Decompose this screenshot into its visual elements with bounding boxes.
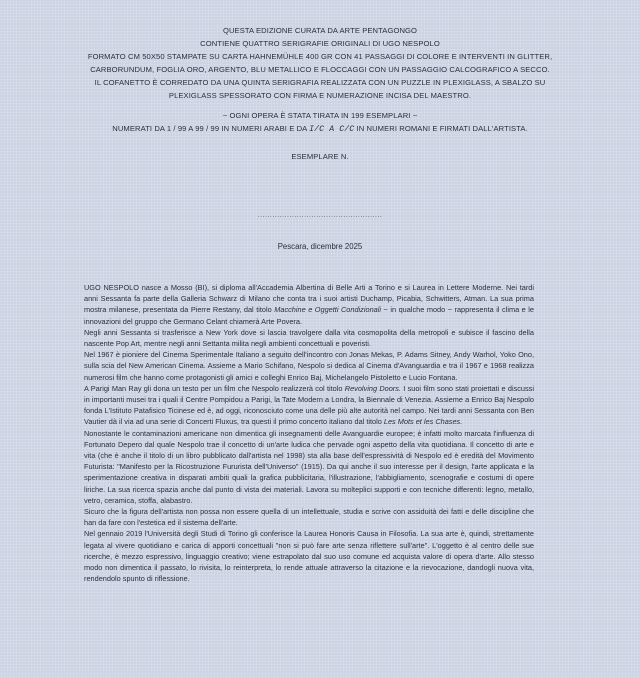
- bio-paragraph: UGO NESPOLO nasce a Mosso (BI), si diploma all'Accademia Albertina di Belle Arti a Torino e si Laurea in Lettere Moderne. Nei tardi anni Sessanta fa parte della Galleria Schwarz di Milano che conta tra i suoi artisti Duchamp, Picabia, Schwitters, Atman. La sua prima mostra milanese, presentata da Pierre Restany, dal titolo Macchine e Oggetti Condizionali ~ in qualche modo ~ rappresenta il clima e le innovazioni del gruppo che Germano Celant chiamerà Arte Povera.: [84, 283, 534, 326]
- colophon-line: IL COFANETTO È CORREDATO DA UNA QUINTA SERIGRAFIA REALIZZATA CON UN PUZZLE IN PLEXIGLASS, A SBALZO SU: [94, 78, 546, 87]
- signature-line: ...................................................: [257, 212, 383, 219]
- bio-paragraph: Nel gennaio 2019 l'Università degli Studi di Torino gli conferisce la Laurea Honoris Causa in Filosofia. La sua arte è, quindi, strettamente legata al vivere quotidiano e carica di apporti concettuali "non si può fare arte senza riflettere sull'arte". L'oggetto è al centro delle sue ricerche, è mezzo espressivo, linguaggio creativo; viene estrapolato dal suo uso comune ed acquista valore di opera d'arte. Allo stesso modo non dimentica il passato, lo rivisita, lo reinterpreta, lo rende attuale attraverso la citazione e la rievocazione, dandogli nuova vita, rendendolo spunto di riflessione.: [84, 529, 534, 584]
- bio-paragraph: Negli anni Sessanta si trasferisce a New York dove si lascia travolgere dalla vita cosmopolita della metropoli e subisce il fascino della nascente Pop Art, mentre negli anni Settanta milita negli ambienti concettuali e poveristi.: [84, 327, 534, 349]
- bio-paragraph: A Parigi Man Ray gli dona un testo per un film che Nespolo realizzerà col titolo Revolving Doors. I suoi film sono stati proiettati e discussi in importanti musei tra i quali il Centre Pompidou a Parigi, la Tate Modern a Londra, la Biennale di Venezia. Assieme a Enrico Baj Nespolo fonda L'Istituto Patafisico Ticinese ed è, ad oggi, riconosciuto come una delle più alte autorità nel campo. Nei tardi anni Sessanta con Ben Vautier dà il via ad una serie di Concerti Fluxus, tra questi il primo concerto italiano dal titolo Les Mots et les Chases.: [84, 383, 534, 427]
- colophon-line: QUESTA EDIZIONE CURATA DA ARTE PENTAGONGO: [222, 26, 418, 35]
- artist-biography: [84, 282, 534, 584]
- bio-paragraph: Sicuro che la figura dell'artista non possa non essere quella di un intellettuale, studia e scrive con assiduità dei fatti e delle discipline che han da fare con l'estetica ed il sistema dell'arte.: [84, 507, 534, 528]
- place-date: Pescara, dicembre 2025: [277, 242, 363, 251]
- bio-paragraph: Nonostante le contaminazioni americane non dimentica gli insegnamenti delle Avanguardie europee; è infatti molto marcata l'influenza di Fortunato Depero dal quale Nespolo trae il concetto di un'arte ludica che pervade ogni aspetto della vita quotidiana. Il concetto di arte e vita (che è anche il titolo di un libro pubblicato dall'artista nel 1998) sta alla base dell'espressività di Nespolo ed è eredità del Movimento Futurista: "Manifesto per la Ricostruzione Fururista dell'Universo" (1915). Da qui anche il suo interesse per il design, l'arte applicata e la sperimentazione creativa in disparati ambiti quali la grafica pubblicitaria, l'illustrazione, l'abbigliamento, scenografie e costumi di opere liriche. La sua ricerca spazia anche dal punto di vista dei materiali. Lavora su molteplici supporti e con tecniche differenti: legno, metallo, vetro, ceramica, stoffa, alabastro.: [84, 428, 534, 505]
- numbering-text: NUMERATI DA 1 / 99 A 99 / 99 IN NUMERI ARABI E DA: [112, 124, 307, 133]
- numbering-text: IN NUMERI ROMANI E FIRMATI DALL'ARTISTA.: [356, 124, 528, 133]
- edition-colophon: [60, 24, 580, 163]
- colophon-line: CONTIENE QUATTRO SERIGRAFIE ORIGINALI DI UGO NESPOLO: [200, 39, 440, 48]
- bio-paragraph: Nel 1967 è pioniere del Cinema Sperimentale Italiano a seguito dell'incontro con Jonas Mekas, P. Adams Sitney, Andy Warhol, Yoko Ono, sulla scia del New American Cinema. Assieme a Mario Schifano, Nespolo si dedica al Cinema d'Avanguardia e tra il 1967 e 1968 realizza numerosi film che hanno come protagonisti gli amici e colleghi Enrico Baj, Michelangelo Pistoletto e Lucio Fontana.: [84, 350, 534, 382]
- colophon-line: ~ OGNI OPERA È STATA TIRATA IN 199 ESEMPLARI ~: [222, 111, 418, 120]
- copy-number-label: ESEMPLARE N.: [291, 152, 349, 161]
- colophon-line: PLEXIGLASS SPESSORATO CON FIRMA E NUMERAZIONE INCISA DEL MAESTRO.: [168, 91, 472, 100]
- roman-numbering: I/C A C/C: [309, 125, 355, 134]
- colophon-line: CARBORUNDUM, FOGLIA ORO, ARGENTO, BLU METALLICO E FLOCCAGGI CON UN PASSAGGIO CALCOGRAFICO A SECCO.: [90, 65, 550, 74]
- colophon-line: FORMATO CM 50X50 STAMPATE SU CARTA HAHNEMÜHLE 400 GR CON 41 PASSAGGI DI COLORE E INTERVENTI IN GLITTER,: [87, 52, 553, 61]
- numbering-line: [60, 122, 580, 136]
